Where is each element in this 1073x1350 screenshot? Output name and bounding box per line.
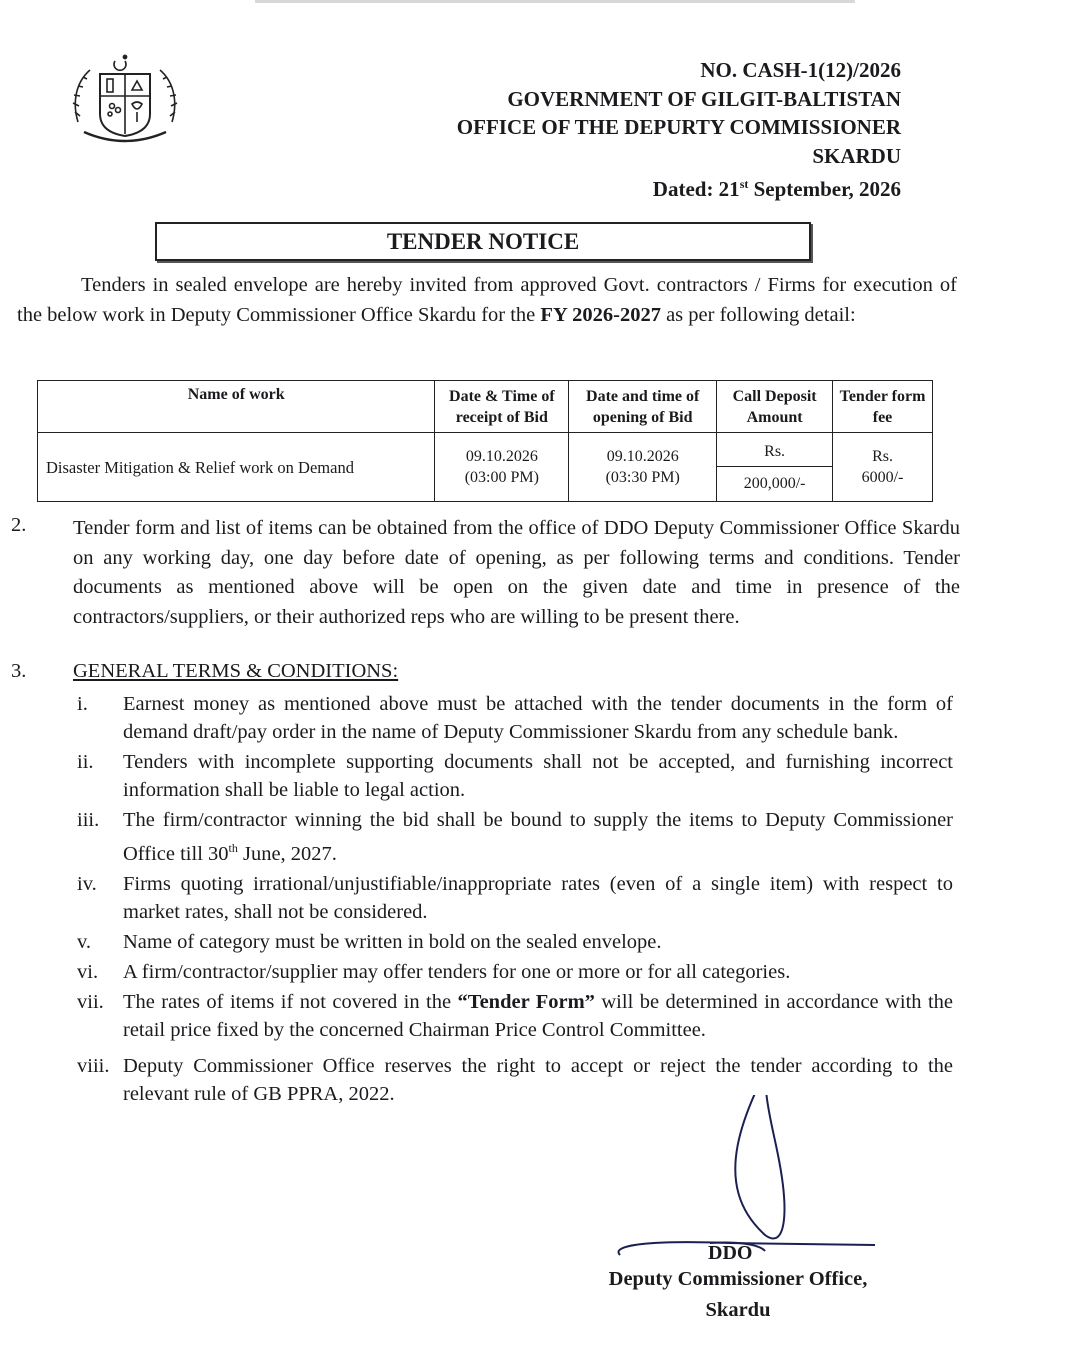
list-item: v. Name of category must be written in bold on the sealed envelope. xyxy=(77,930,662,953)
signature-city: Skardu xyxy=(705,1299,771,1321)
ddo-label: DDO xyxy=(708,1242,753,1264)
list-item: vi. A firm/contractor/supplier may offer tenders for one or more or for all categories. xyxy=(77,960,791,983)
scan-edge-line xyxy=(255,0,855,3)
office-name: OFFICE OF THE DEPURTY COMMISSIONER xyxy=(456,115,901,139)
opening-cell: 09.10.2026 (03:30 PM) xyxy=(569,433,717,502)
list-item: i. Earnest money as mentioned above must be attached with the tender documents in the form of demand draft/pay order in the name of Deputy Commissioner Skardu from any schedule bank. xyxy=(77,693,953,743)
receipt-cell: 09.10.2026 (03:00 PM) xyxy=(435,433,569,502)
header-tender-fee: Tender form fee xyxy=(833,381,933,433)
paragraph-number-2: 2. xyxy=(11,514,27,536)
signature-block xyxy=(583,1264,893,1326)
government-name: GOVERNMENT OF GILGIT-BALTISTAN xyxy=(507,86,901,111)
table-header-row xyxy=(38,381,933,433)
date-line: Dated: 21st September, 2026 xyxy=(652,177,901,201)
list-item: vii. The rates of items if not covered in the “Tender Form” will be determined in accordance with the retail price fixed by the concerned Chairman Price Control Committee. xyxy=(77,990,954,1041)
terms-list xyxy=(73,690,953,1110)
work-name-cell: Disaster Mitigation & Relief work on Demand xyxy=(38,433,435,502)
fee-cell: Rs. 6000/- xyxy=(833,433,933,502)
list-item: ii. Tenders with incomplete supporting documents shall not be accepted, and furnishing incorrect information shall be liable to legal action. xyxy=(77,751,953,801)
list-item: iii. The firm/contractor winning the bid shall be bound to supply the items to Deputy Commissioner Office till 30th June, 2027. xyxy=(77,809,953,865)
paragraph-2: Tender form and list of items can be obtained from the office of DDO Deputy Commissioner Office Skardu on any working day, one day before date of opening, as per following terms and conditions. Tender documents as mentioned above will be open on the given date and time in presence of the contractors/suppliers, or their authorized reps who are willing to be present there. xyxy=(73,517,960,628)
table-row xyxy=(38,433,933,502)
deposit-cell: Rs. 200,000/- xyxy=(717,433,833,502)
signature-office: Deputy Commissioner Office, xyxy=(608,1268,868,1290)
terms-heading: GENERAL TERMS & CONDITIONS: xyxy=(73,660,399,682)
signature-mark xyxy=(590,1095,890,1275)
city-name: SKARDU xyxy=(812,143,901,168)
header-opening-of-bid: Date and time of opening of Bid xyxy=(569,381,717,433)
intro-paragraph: Tenders in sealed envelope are hereby invited from approved Govt. contractors / Firms for execution of the below work in Deputy Commissioner Office Skardu for the FY 2026-2027 as per following detail: xyxy=(17,274,957,326)
page-title: TENDER NOTICE xyxy=(155,222,811,261)
list-item: viii. Deputy Commissioner Office reserves the right to accept or reject the tender according to the relevant rule of GB PPRA, 2022. xyxy=(77,1054,953,1105)
list-item: iv. Firms quoting irrational/unjustifiable/inappropriate rates (even of a single item) with respect to market rates, shall not be considered. xyxy=(77,872,953,923)
tender-details-table xyxy=(37,380,933,502)
gb-government-emblem-icon xyxy=(70,52,180,152)
paragraph-number-3: 3. xyxy=(11,660,27,682)
header-name-of-work: Name of work xyxy=(38,381,435,433)
header-receipt-of-bid: Date & Time of receipt of Bid xyxy=(435,381,569,433)
letter-header xyxy=(457,56,901,204)
header-call-deposit: Call Deposit Amount xyxy=(717,381,833,433)
reference-number: NO. CASH-1(12)/2026 xyxy=(700,58,901,82)
